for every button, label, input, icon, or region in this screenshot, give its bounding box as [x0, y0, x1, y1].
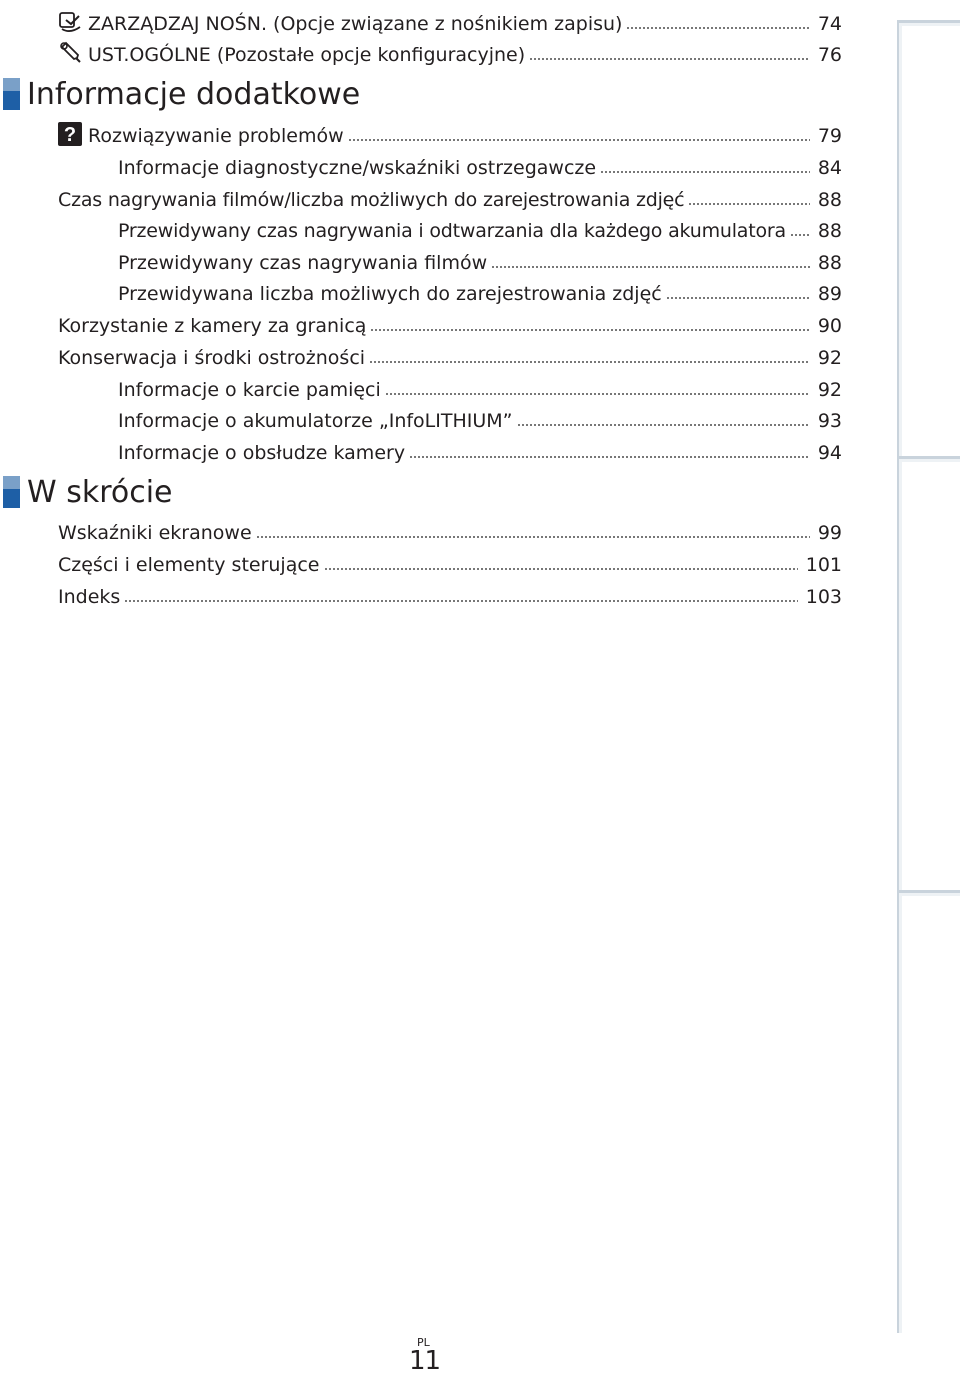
toc-entry-memory-card[interactable]	[118, 370, 842, 400]
toc-entry-title: Konserwacja i środki ostrożności	[58, 347, 366, 369]
toc-entry-title: Części i elementy sterujące	[58, 554, 320, 576]
footer-page-number: 11	[409, 1346, 441, 1376]
dot-leader	[409, 456, 810, 458]
help-icon	[58, 122, 84, 146]
side-tab-2[interactable]	[897, 456, 960, 893]
section-heading-glance[interactable]	[0, 474, 173, 510]
dot-leader	[790, 234, 810, 236]
dot-leader	[600, 171, 810, 173]
toc-entry-title: Przewidywana liczba możliwych do zarejestrowania zdjęć	[118, 283, 662, 305]
side-tab-3[interactable]	[897, 890, 960, 1333]
toc-entry-title: Informacje o obsłudze kamery	[118, 442, 406, 464]
svg-text:?: ?	[63, 124, 77, 146]
toc-entry-battery-time[interactable]	[118, 211, 842, 241]
toc-entry-page: 90	[817, 315, 842, 337]
dot-leader	[370, 329, 809, 331]
toc-entry-title: ZARZĄDZAJ NOŚN. (Opcje związane z nośnikiem zapisu)	[88, 13, 623, 35]
section-heading-additional[interactable]	[0, 76, 360, 112]
toc-entry-parts-controls[interactable]	[58, 545, 842, 575]
dot-leader	[626, 27, 809, 29]
toc-entry-diagnostics[interactable]	[118, 148, 842, 178]
dot-leader	[124, 600, 797, 602]
dot-leader	[517, 424, 810, 426]
toc-entry-troubleshooting[interactable]	[58, 116, 842, 146]
toc-entry-page: 79	[817, 125, 842, 147]
toc-entry-page: 88	[817, 189, 842, 211]
side-tab-1[interactable]	[897, 20, 960, 459]
footer-language-code: PL	[417, 1336, 430, 1349]
toc-entry-maintenance[interactable]	[58, 338, 842, 368]
toc-entry-page: 101	[805, 554, 842, 576]
toc-entry-title: Przewidywany czas nagrywania filmów	[118, 252, 488, 274]
toc-entry-page: 88	[817, 252, 842, 274]
dot-leader	[348, 139, 810, 141]
toc-entry-title: Przewidywany czas nagrywania i odtwarzania dla każdego akumulatora	[118, 220, 786, 242]
dot-leader	[256, 536, 810, 538]
toc-entry-page: 92	[817, 379, 842, 401]
toc-entry-camera-handling[interactable]	[118, 433, 842, 463]
toc-entry-index[interactable]	[58, 577, 842, 607]
toc-entry-recording-time[interactable]	[58, 180, 842, 210]
dot-leader	[385, 393, 810, 395]
toc-entry-abroad[interactable]	[58, 306, 842, 336]
section-marker	[3, 476, 20, 508]
toc-entry-battery-info[interactable]	[118, 401, 842, 431]
toc-entry-media-settings[interactable]	[58, 4, 842, 34]
toc-entry-page: 103	[805, 586, 842, 608]
toc-entry-page: 74	[817, 13, 842, 35]
section-title: Informacje dodatkowe	[27, 76, 361, 112]
toc-entry-photo-count[interactable]	[118, 274, 842, 304]
general-settings-icon	[58, 41, 84, 65]
toc-entry-page: 84	[817, 157, 842, 179]
dot-leader	[491, 266, 810, 268]
dot-leader	[324, 568, 798, 570]
toc-entry-title: Korzystanie z kamery za granicą	[58, 315, 367, 337]
toc-entry-page: 89	[817, 283, 842, 305]
toc-entry-movie-time[interactable]	[118, 243, 842, 273]
section-title: W skrócie	[27, 474, 173, 510]
toc-entry-page: 88	[817, 220, 842, 242]
toc-entry-title: Indeks	[58, 586, 121, 608]
toc-entry-title: Informacje o karcie pamięci	[118, 379, 381, 401]
toc-entry-page: 92	[817, 347, 842, 369]
toc-entry-screen-indicators[interactable]	[58, 513, 842, 543]
media-settings-icon	[58, 10, 84, 34]
toc-entry-general-settings[interactable]	[58, 35, 842, 65]
toc-entry-page: 99	[817, 522, 842, 544]
toc-entry-page: 93	[817, 410, 842, 432]
toc-entry-page: 94	[817, 442, 842, 464]
toc-entry-title: Informacje o akumulatorze „InfoLITHIUM”	[118, 410, 513, 432]
dot-leader	[688, 203, 809, 205]
toc-entry-title: UST.OGÓLNE (Pozostałe opcje konfiguracyjne)	[88, 44, 526, 66]
dot-leader	[369, 361, 810, 363]
dot-leader	[529, 58, 810, 60]
dot-leader	[666, 297, 810, 299]
toc-entry-title: Czas nagrywania filmów/liczba możliwych do zarejestrowania zdjęć	[58, 189, 685, 211]
section-marker	[3, 78, 20, 110]
toc-entry-page: 76	[817, 44, 842, 66]
toc-entry-title: Rozwiązywanie problemów	[88, 125, 344, 147]
toc-entry-title: Wskaźniki ekranowe	[58, 522, 252, 544]
toc-entry-title: Informacje diagnostyczne/wskaźniki ostrzegawcze	[118, 157, 597, 179]
